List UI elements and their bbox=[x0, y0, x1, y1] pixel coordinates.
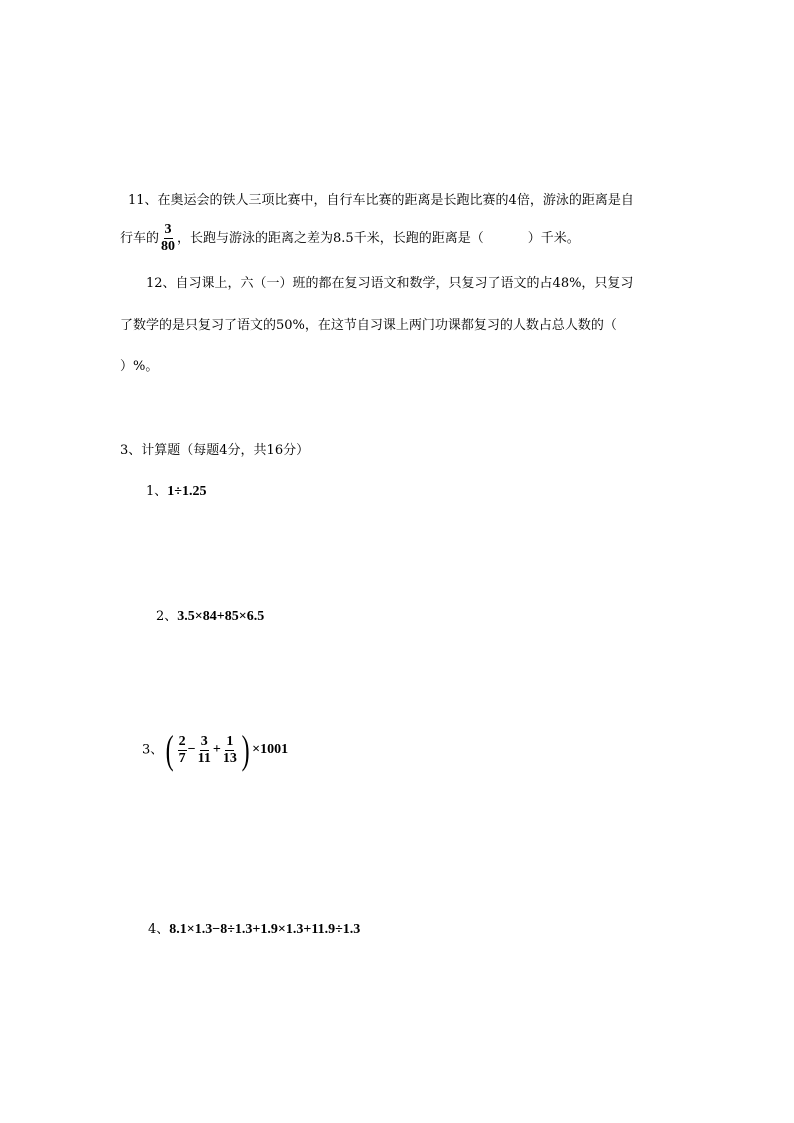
frac-den: 11 bbox=[197, 750, 211, 766]
problem-3-label: 3、 bbox=[142, 742, 164, 758]
section-title: 3、计算题（每题4分，共16分） bbox=[120, 443, 310, 458]
q12-line2: 了数学的是只复习了语文的50%，在这节自习课上两门功课都复习的人数占总人数的（ bbox=[120, 318, 617, 333]
frac-den: 13 bbox=[222, 750, 237, 766]
problem-2-label: 2、 bbox=[156, 609, 178, 624]
frac-num: 3 bbox=[200, 733, 208, 749]
q11-line1: 11、在奥运会的铁人三项比赛中，自行车比赛的距离是长跑比赛的4倍，游泳的距离是自 bbox=[128, 193, 634, 208]
fraction-3-11 bbox=[197, 734, 212, 767]
problem-3-tail: ×1001 bbox=[252, 742, 289, 757]
q11-frac-num: 3 bbox=[164, 222, 172, 237]
q11-line2 bbox=[120, 222, 580, 256]
q11-text-a: 行车的 bbox=[120, 231, 160, 246]
problem-2 bbox=[156, 607, 264, 627]
q11-frac-den: 80 bbox=[161, 239, 176, 254]
problem-1-expr: 1÷1.25 bbox=[167, 484, 207, 499]
q12-line3: ）%。 bbox=[120, 359, 159, 374]
problem-4 bbox=[148, 920, 360, 940]
problem-3 bbox=[142, 728, 288, 773]
q11-text-b: ，长跑与游泳的距离之差为8.5千米，长跑的距离是（ bbox=[177, 231, 484, 246]
fraction-1-13 bbox=[222, 734, 238, 767]
right-paren: ) bbox=[241, 727, 250, 772]
minus-sign: − bbox=[187, 742, 196, 757]
frac-num: 2 bbox=[178, 733, 186, 749]
q11-fraction bbox=[160, 222, 176, 255]
problem-1-label: 1、 bbox=[146, 484, 168, 499]
problem-4-expr: 8.1×1.3−8÷1.3+1.9×1.3+11.9÷1.3 bbox=[169, 922, 361, 937]
problem-3-expr bbox=[163, 728, 288, 772]
q12-line1: 12、自习课上，六（一）班的都在复习语文和数学，只复习了语文的占48%，只复习 bbox=[146, 276, 634, 291]
frac-den: 7 bbox=[178, 750, 186, 766]
frac-num: 1 bbox=[226, 733, 234, 749]
problem-1 bbox=[146, 482, 206, 502]
left-paren: ( bbox=[165, 727, 174, 772]
problem-4-label: 4、 bbox=[148, 922, 170, 937]
problem-2-expr: 3.5×84+85×6.5 bbox=[177, 609, 265, 624]
plus-sign: + bbox=[212, 742, 221, 757]
q11-text-c: ）千米。 bbox=[527, 231, 580, 246]
fraction-2-7 bbox=[178, 734, 187, 767]
